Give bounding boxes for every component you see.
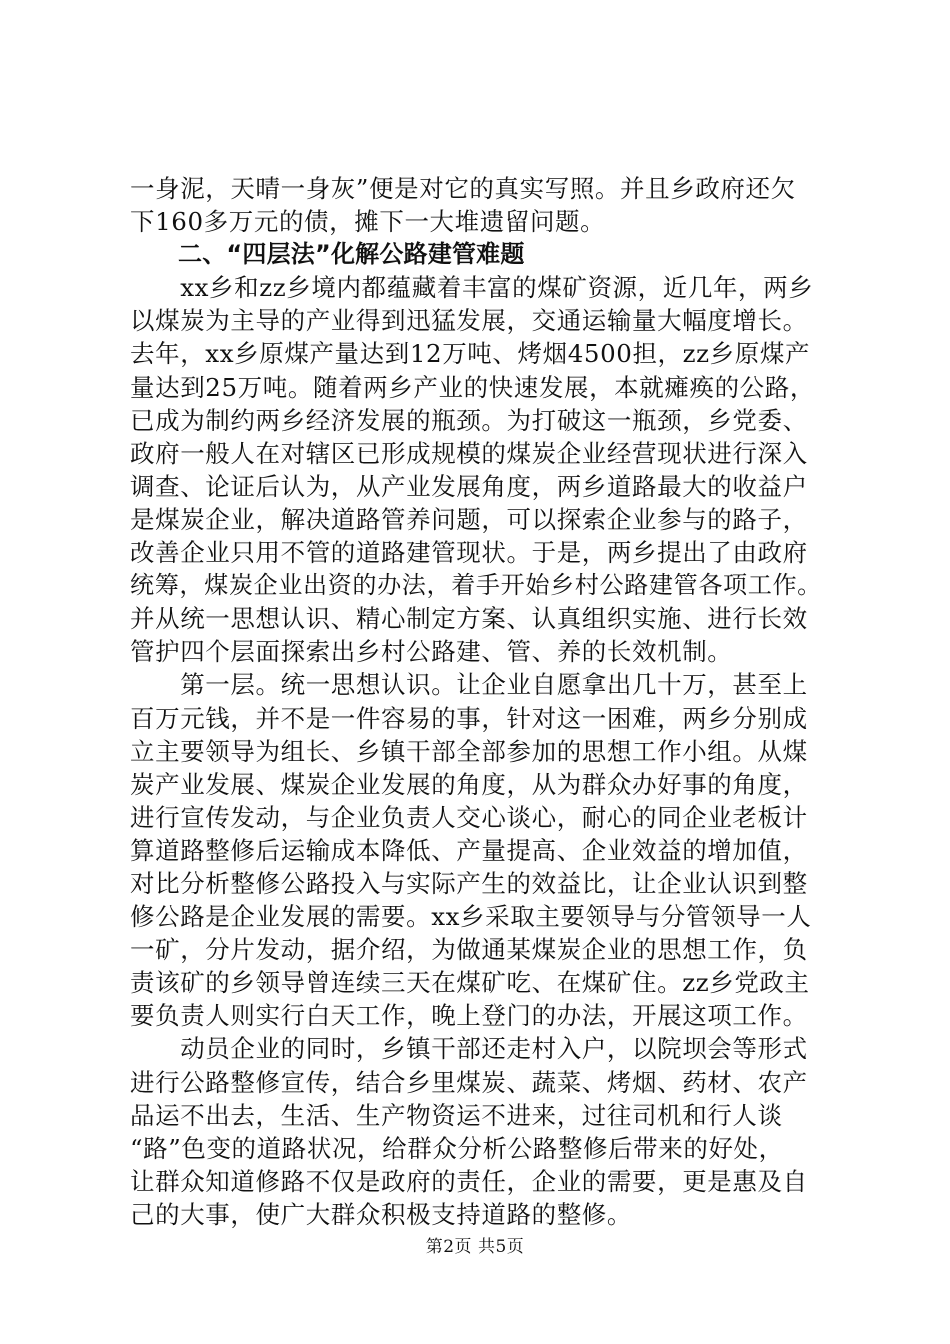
text-line: 立主要领导为组长、乡镇干部全部参加的思想工作小组。从煤 — [130, 736, 808, 766]
document-body — [130, 172, 822, 1231]
text-line: xx乡和zz乡境内都蕴藏着丰富的煤矿资源，近几年，两乡 — [130, 273, 814, 303]
text-line: 已成为制约两乡经济发展的瓶颈。为打破这一瓶颈，乡党委、 — [130, 405, 808, 435]
text-line: 品运不出去，生活、生产物资运不进来，过往司机和行人谈 — [130, 1100, 783, 1130]
text-line: 第一层。统一思想认识。让企业自愿拿出几十万，甚至上 — [130, 670, 808, 700]
text-line: 统筹，煤炭企业出资的办法，着手开始乡村公路建管各项工作。 — [130, 571, 822, 600]
text-line: 对比分析整修公路投入与实际产生的效益比，让企业认识到整 — [130, 868, 808, 898]
section-heading: 二、“四层法”化解公路建管难题 — [178, 240, 525, 269]
text-line: 进行公路整修宣传，结合乡里煤炭、蔬菜、烤烟、药材、农产 — [130, 1067, 808, 1097]
text-line: 政府一般人在对辖区已形成规模的煤炭企业经营现状进行深入 — [130, 438, 808, 468]
text-line: 进行宣传发动，与企业负责人交心谈心，耐心的同企业老板计 — [130, 802, 808, 832]
text-line: “路”色变的道路状况，给群众分析公路整修后带来的好处， — [130, 1133, 784, 1163]
text-line: 让群众知道修路不仅是政府的责任，企业的需要，更是惠及自 — [130, 1166, 808, 1196]
page-footer: 第2页 共5页 — [425, 1237, 525, 1257]
text-line: 改善企业只用不管的道路建管现状。于是，两乡提出了由政府 — [130, 538, 808, 568]
text-line: 算道路整修后运输成本降低、产量提高、企业效益的增加值， — [130, 835, 808, 865]
text-line: 一矿，分片发动，据介绍，为做通某煤炭企业的思想工作，负 — [130, 935, 808, 965]
text-line: 责该矿的乡领导曾连续三天在煤矿吃、在煤矿住。zz乡党政主 — [130, 968, 810, 998]
text-line: 修公路是企业发展的需要。xx乡采取主要领导与分管领导一人 — [130, 902, 812, 932]
text-line: 动员企业的同时，乡镇干部还走村入户，以院坝会等形式 — [130, 1034, 808, 1064]
text-line: 并从统一思想认识、精心制定方案、认真组织实施、进行长效 — [130, 604, 808, 634]
text-line: 百万元钱，并不是一件容易的事，针对这一困难，两乡分别成 — [130, 703, 808, 733]
text-line: 下160多万元的债，摊下一大堆遗留问题。 — [130, 207, 606, 237]
text-line: 己的大事，使广大群众积极支持道路的整修。 — [130, 1199, 632, 1229]
text-line: 是煤炭企业，解决道路管养问题，可以探索企业参与的路子， — [130, 504, 808, 534]
text-line: 以煤炭为主导的产业得到迅猛发展，交通运输量大幅度增长。 — [130, 306, 808, 336]
text-line: 一身泥，天晴一身灰”便是对它的真实写照。并且乡政府还欠 — [130, 174, 796, 203]
text-line: 炭产业发展、煤炭企业发展的角度，从为群众办好事的角度， — [130, 769, 808, 799]
text-line: 管护四个层面探索出乡村公路建、管、养的长效机制。 — [130, 637, 733, 667]
text-line: 要负责人则实行白天工作，晚上登门的办法，开展这项工作。 — [130, 1001, 808, 1031]
text-line: 调查、论证后认为，从产业发展角度，两乡道路最大的收益户 — [130, 471, 808, 501]
text-line: 量达到25万吨。随着两乡产业的快速发展，本就瘫痪的公路， — [130, 372, 815, 402]
text-line: 去年，xx乡原煤产量达到12万吨、烤烟4500担，zz乡原煤产 — [130, 339, 811, 369]
